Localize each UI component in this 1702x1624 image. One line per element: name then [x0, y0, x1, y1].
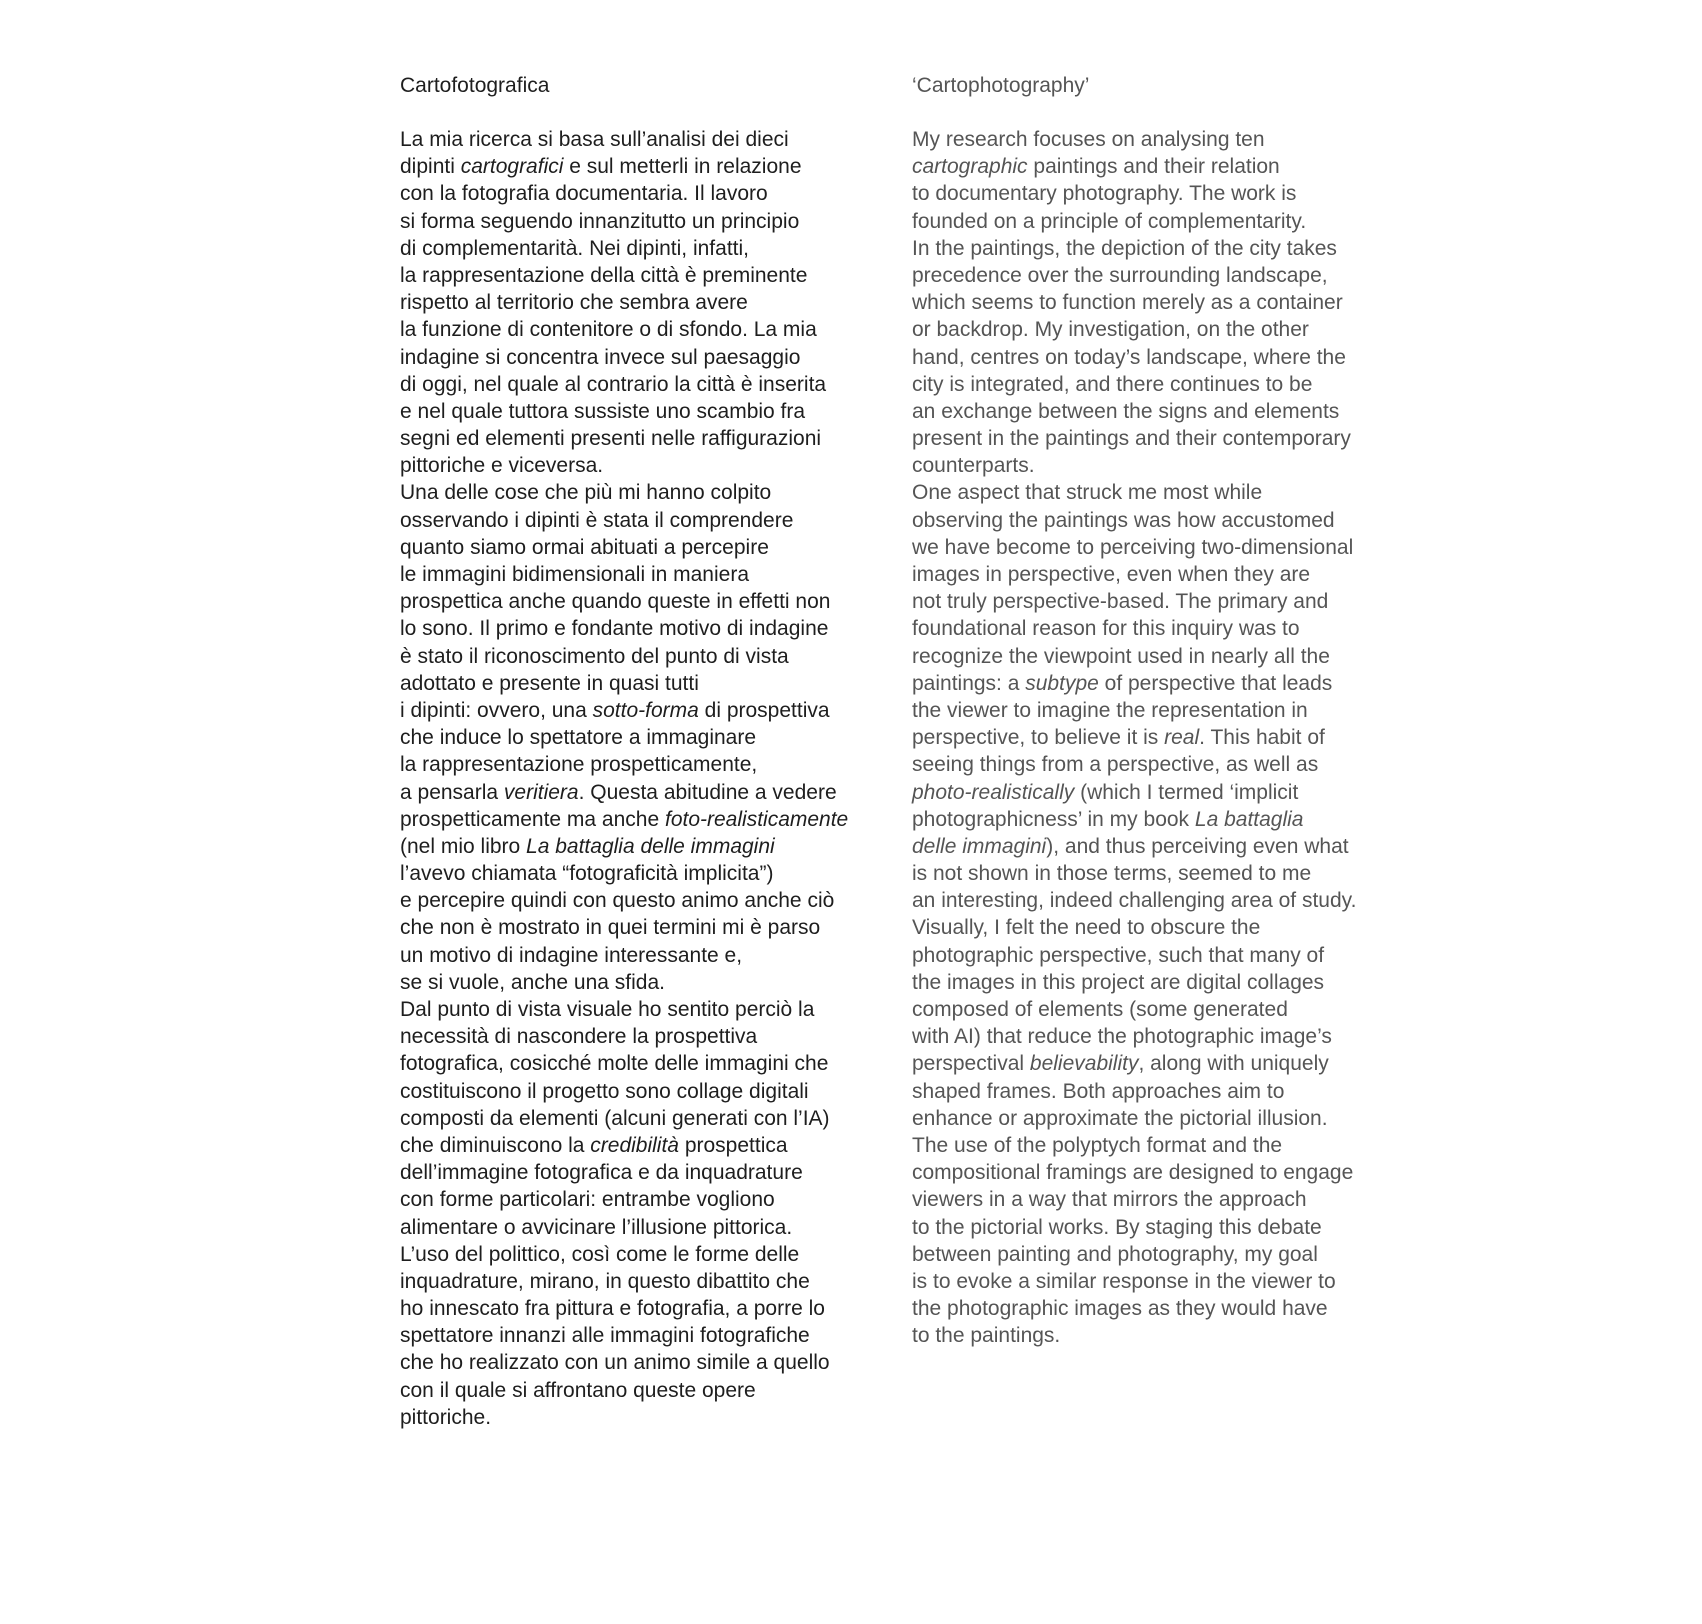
text-line: ho innescato fra pittura e fotografia, a porre lo — [400, 1297, 825, 1321]
text-line: Visually, I felt the need to obscure the — [912, 916, 1261, 940]
text-line: composed of elements (some generated — [912, 998, 1288, 1021]
text-line: lo sono. Il primo e fondante motivo di indagine — [400, 617, 829, 641]
text-line: an interesting, indeed challenging area of study. — [912, 889, 1357, 913]
italic-term: real — [1164, 726, 1200, 750]
text-line: or backdrop. My investigation, on the other — [912, 318, 1309, 342]
text-line: the viewer to imagine the representation in — [912, 698, 1308, 722]
text-line: perspectival believability, along with uniquely — [912, 1052, 1329, 1076]
text-line: alimentare o avvicinare l’illusione pittorica. — [400, 1215, 793, 1239]
text-line: con la fotografia documentaria. Il lavoro — [400, 182, 768, 206]
italic-term: believability — [1029, 1052, 1139, 1076]
text-line: present in the paintings and their contemporary — [912, 427, 1351, 451]
italic-term: subtype — [1025, 671, 1099, 695]
text-line: to the pictorial works. By staging this debate — [912, 1215, 1322, 1239]
text-line: con forme particolari: entrambe vogliono — [400, 1188, 775, 1212]
text-line: che diminuiscono la credibilità prospettica — [400, 1133, 788, 1157]
text-line: not truly perspective-based. The primary and — [912, 590, 1329, 614]
text-line: foundational reason for this inquiry was to — [912, 617, 1300, 641]
text-line: photographicness’ in my book La battaglia — [912, 807, 1304, 831]
text-line: inquadrature, mirano, in questo dibattito che — [400, 1269, 810, 1293]
text-line: rispetto al territorio che sembra avere — [400, 291, 748, 315]
text-line: is not shown in those terms, seemed to me — [912, 862, 1312, 886]
text-line: is to evoke a similar response in the viewer to — [912, 1269, 1336, 1293]
text-line: necessità di nascondere la prospettiva — [400, 1025, 758, 1049]
text-line: di complementarità. Nei dipinti, infatti, — [400, 236, 749, 260]
text-line: si forma seguendo innanzitutto un principio — [400, 209, 800, 233]
text-line: L’uso del polittico, così come le forme delle — [400, 1242, 800, 1266]
italic-term: foto-realisticamente — [664, 807, 849, 831]
text-line: i dipinti: ovvero, una sotto-forma di prospettiva — [400, 698, 830, 722]
text-line: which seems to function merely as a container — [912, 291, 1343, 315]
text-line: cartographic paintings and their relation — [912, 155, 1280, 179]
text-line: paintings: a subtype of perspective that leads — [912, 671, 1333, 695]
text-line: le immagini bidimensionali in maniera — [400, 563, 749, 586]
text-line: quanto siamo ormai abituati a percepire — [400, 535, 769, 559]
text-line: precedence over the surrounding landscape, — [912, 263, 1328, 287]
text-line: spettatore innanzi alle immagini fotografiche — [400, 1324, 810, 1348]
text-line: dipinti cartografici e sul metterli in relazione — [400, 155, 802, 179]
text-line: e percepire quindi con questo animo anche ciò — [400, 889, 835, 913]
text-line: to the paintings. — [912, 1324, 1061, 1348]
text-line: city is integrated, and there continues to be — [912, 372, 1313, 396]
text-line: Una delle cose che più mi hanno colpito — [400, 481, 772, 505]
italic-term: La battaglia — [1194, 807, 1304, 831]
text-line: l’avevo chiamata “fotograficità implicita”) — [400, 862, 774, 886]
text-line: costituiscono il progetto sono collage digitali — [400, 1079, 809, 1103]
text-line: di oggi, nel quale al contrario la città è inserita — [400, 372, 827, 396]
text-line: la rappresentazione della città è preminente — [400, 263, 808, 287]
italic-term: cartographic — [912, 155, 1028, 179]
english-body — [912, 126, 1356, 1349]
text-line: to documentary photography. The work is — [912, 182, 1297, 206]
english-title: ‘Cartophotography’ — [912, 74, 1090, 97]
text-line: che induce lo spettatore a immaginare — [400, 726, 757, 750]
text-line: the images in this project are digital collages — [912, 970, 1325, 994]
text-line: segni ed elementi presenti nelle raffigurazioni — [400, 427, 822, 451]
text-line: enhance or approximate the pictorial illusion. — [912, 1106, 1328, 1130]
text-line: se si vuole, anche una sfida. — [400, 970, 666, 994]
text-line: compositional framings are designed to engage — [912, 1161, 1354, 1185]
text-line: che ho realizzato con un animo simile a quello — [400, 1351, 830, 1375]
text-line: è stato il riconoscimento del punto di vista — [400, 644, 789, 668]
text-line: In the paintings, the depiction of the city takes — [912, 236, 1337, 260]
text-line: photo-realistically (which I termed ‘implicit — [912, 780, 1299, 804]
text-line: with AI) that reduce the photographic image’s — [912, 1025, 1332, 1049]
italic-term: sotto-forma — [592, 698, 699, 722]
text-line: (nel mio libro La battaglia delle immagini — [400, 834, 775, 858]
italian-body — [400, 126, 848, 1431]
text-line: The use of the polyptych format and the — [912, 1133, 1283, 1157]
italian-text-column — [400, 72, 848, 1431]
text-line: e nel quale tuttora sussiste uno scambio fra — [400, 399, 806, 423]
text-line: viewers in a way that mirrors the approach — [912, 1188, 1307, 1212]
text-line: an exchange between the signs and elements — [912, 399, 1340, 423]
text-line: indagine si concentra invece sul paesaggio — [400, 345, 801, 369]
text-line: One aspect that struck me most while — [912, 481, 1263, 505]
text-line: founded on a principle of complementarity. — [912, 209, 1307, 233]
italic-term: credibilità — [590, 1133, 679, 1157]
text-line: un motivo di indagine interessante e, — [400, 943, 743, 967]
text-line: dell’immagine fotografica e da inquadrature — [400, 1161, 803, 1185]
italian-title: Cartofotografica — [400, 74, 550, 97]
text-line: we have become to perceiving two-dimensional — [912, 535, 1354, 559]
text-line: observing the paintings was how accustomed — [912, 508, 1335, 532]
text-line: between painting and photography, my goal — [912, 1242, 1318, 1266]
text-line: recognize the viewpoint used in nearly all the — [912, 644, 1330, 668]
italic-term: cartografici — [460, 155, 564, 179]
text-line: con il quale si affrontano queste opere — [400, 1378, 756, 1402]
text-line: seeing things from a perspective, as well as — [912, 753, 1319, 777]
text-line: adottato e presente in quasi tutti — [400, 671, 699, 695]
text-line: delle immagini), and thus perceiving even what — [912, 834, 1349, 858]
italic-term: delle immagini — [912, 834, 1047, 858]
text-line: the photographic images as they would have — [912, 1297, 1328, 1321]
text-line: photographic perspective, such that many of — [912, 943, 1325, 967]
text-line: fotografica, cosicché molte delle immagini che — [400, 1052, 829, 1076]
text-line: la funzione di contenitore o di sfondo. La mia — [400, 318, 817, 342]
text-line: perspective, to believe it is real. This habit of — [912, 726, 1325, 750]
text-line: la rappresentazione prospetticamente, — [400, 753, 758, 777]
text-line: images in perspective, even when they are — [912, 563, 1311, 586]
text-line: shaped frames. Both approaches aim to — [912, 1079, 1285, 1103]
english-text-column — [912, 72, 1356, 1349]
italic-term: La battaglia delle immagini — [526, 834, 775, 858]
text-line: prospetticamente ma anche foto-realisticamente — [400, 807, 849, 831]
text-line: La mia ricerca si basa sull’analisi dei dieci — [400, 128, 789, 151]
italic-term: veritiera — [503, 780, 579, 804]
text-line: My research focuses on analysing ten — [912, 128, 1265, 151]
text-line: hand, centres on today’s landscape, where the — [912, 345, 1346, 369]
text-line: counterparts. — [912, 454, 1035, 478]
text-line: a pensarla veritiera. Questa abitudine a vedere — [400, 780, 837, 804]
text-line: prospettica anche quando queste in effetti non — [400, 590, 831, 614]
text-line: pittoriche. — [400, 1405, 492, 1429]
italic-term: photo-realistically — [912, 780, 1075, 804]
text-line: che non è mostrato in quei termini mi è parso — [400, 916, 821, 940]
text-line: osservando i dipinti è stata il comprendere — [400, 508, 794, 532]
text-line: Dal punto di vista visuale ho sentito perciò la — [400, 998, 815, 1021]
text-line: pittoriche e viceversa. — [400, 454, 604, 478]
text-line: composti da elementi (alcuni generati con l’IA) — [400, 1106, 830, 1130]
